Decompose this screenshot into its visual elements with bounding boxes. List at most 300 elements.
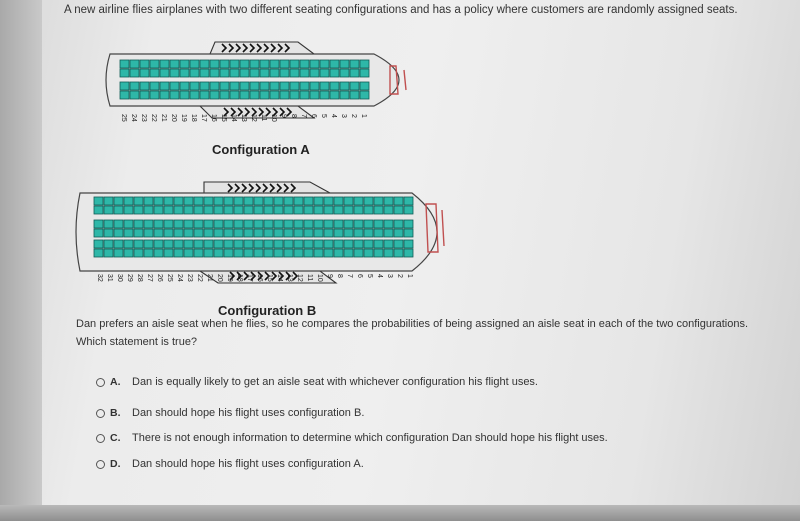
plane-config-b: [70, 180, 470, 290]
seat: [290, 60, 299, 68]
seat: [384, 229, 393, 237]
seat: [124, 197, 133, 205]
seat: [350, 91, 359, 99]
seat: [144, 240, 153, 248]
seat: [340, 60, 349, 68]
row-number-label: 28: [136, 274, 143, 282]
seat: [354, 206, 363, 214]
seat: [180, 60, 189, 68]
seat: [200, 60, 209, 68]
seat: [260, 91, 269, 99]
seat: [104, 220, 113, 228]
seat: [260, 82, 269, 90]
seat: [200, 69, 209, 77]
seat: [334, 206, 343, 214]
seat: [244, 220, 253, 228]
seat: [344, 229, 353, 237]
seat: [94, 240, 103, 248]
seat: [284, 240, 293, 248]
seat: [284, 220, 293, 228]
option-letter: D.: [110, 458, 121, 470]
seat: [120, 69, 129, 77]
seat: [144, 229, 153, 237]
seat: [220, 69, 229, 77]
seat: [244, 240, 253, 248]
seat: [140, 69, 149, 77]
seat: [354, 249, 363, 257]
seat: [154, 220, 163, 228]
seat: [254, 229, 263, 237]
seat: [340, 91, 349, 99]
seat: [174, 229, 183, 237]
row-number-label: 1: [360, 114, 367, 118]
seat: [250, 69, 259, 77]
row-number-label: 8: [336, 274, 343, 278]
seat: [304, 249, 313, 257]
seat: [114, 240, 123, 248]
seat: [264, 220, 273, 228]
seat: [234, 229, 243, 237]
row-number-label: 29: [126, 274, 133, 282]
seat: [324, 197, 333, 205]
seat: [130, 69, 139, 77]
seat: [320, 82, 329, 90]
seat: [170, 60, 179, 68]
config-b-label: Configuration B: [218, 303, 317, 318]
row-number-label: 6: [310, 114, 317, 118]
seat: [364, 240, 373, 248]
seat: [204, 249, 213, 257]
row-number-label: 20: [216, 274, 223, 282]
seat: [210, 60, 219, 68]
row-number-label: 14: [276, 274, 283, 282]
seat: [224, 206, 233, 214]
row-number-label: 26: [156, 274, 163, 282]
prompt-line-2: Which statement is true?: [76, 336, 198, 348]
seat: [154, 229, 163, 237]
seat: [310, 69, 319, 77]
seat: [330, 91, 339, 99]
seat: [260, 69, 269, 77]
row-number-label: 27: [146, 274, 153, 282]
seat: [180, 69, 189, 77]
seat: [184, 197, 193, 205]
seat: [330, 60, 339, 68]
row-number-label: 21: [160, 114, 167, 122]
seat: [184, 229, 193, 237]
seat: [174, 220, 183, 228]
seat: [304, 197, 313, 205]
seat: [200, 82, 209, 90]
seat: [234, 249, 243, 257]
row-number-label: 11: [306, 274, 313, 282]
radio-button-icon[interactable]: [96, 409, 105, 418]
seat: [130, 91, 139, 99]
seat: [344, 206, 353, 214]
bottom-bar: [0, 505, 800, 521]
plane-a-diagram: [100, 40, 430, 140]
seat: [150, 82, 159, 90]
seat: [130, 60, 139, 68]
seat: [364, 249, 373, 257]
seat: [154, 240, 163, 248]
seat: [260, 60, 269, 68]
seat: [224, 197, 233, 205]
option-letter: A.: [110, 376, 121, 388]
seat: [194, 249, 203, 257]
row-number-label: 18: [190, 114, 197, 122]
seat: [244, 206, 253, 214]
seat: [204, 206, 213, 214]
seat: [144, 220, 153, 228]
seat: [254, 240, 263, 248]
seat: [114, 249, 123, 257]
seat: [294, 197, 303, 205]
seat: [394, 229, 403, 237]
seat: [404, 197, 413, 205]
seat: [170, 69, 179, 77]
seat: [190, 69, 199, 77]
seat: [134, 249, 143, 257]
seat: [120, 60, 129, 68]
seat: [334, 249, 343, 257]
seat: [124, 206, 133, 214]
row-number-label: 20: [170, 114, 177, 122]
seat: [184, 240, 193, 248]
seat: [104, 206, 113, 214]
seat: [114, 197, 123, 205]
seat: [300, 91, 309, 99]
seat: [134, 197, 143, 205]
seat: [350, 69, 359, 77]
seat: [374, 220, 383, 228]
row-number-label: 24: [176, 274, 183, 282]
seat: [360, 69, 369, 77]
seat: [104, 197, 113, 205]
row-number-label: 10: [316, 274, 323, 282]
seat: [320, 69, 329, 77]
seat: [280, 91, 289, 99]
seat: [194, 220, 203, 228]
seat: [304, 220, 313, 228]
seat: [290, 91, 299, 99]
seat: [174, 206, 183, 214]
seat: [164, 206, 173, 214]
row-number-label: 16: [256, 274, 263, 282]
seat: [210, 82, 219, 90]
seat: [94, 197, 103, 205]
seat: [204, 240, 213, 248]
row-number-label: 9: [326, 274, 333, 278]
seat: [150, 69, 159, 77]
seat: [270, 60, 279, 68]
seat: [344, 240, 353, 248]
seat: [160, 69, 169, 77]
seat: [304, 240, 313, 248]
seat: [310, 82, 319, 90]
seat: [164, 249, 173, 257]
seat: [394, 220, 403, 228]
seat: [324, 220, 333, 228]
seat: [284, 249, 293, 257]
row-number-label: 1: [406, 274, 413, 278]
seat: [294, 206, 303, 214]
seat: [404, 220, 413, 228]
seat: [174, 249, 183, 257]
row-number-label: 15: [266, 274, 273, 282]
config-a-label: Configuration A: [212, 142, 310, 157]
seat: [224, 249, 233, 257]
seat: [404, 229, 413, 237]
seat: [254, 249, 263, 257]
option-c[interactable]: [96, 432, 608, 444]
seat: [160, 60, 169, 68]
row-number-label: 15: [220, 114, 227, 122]
seat: [190, 91, 199, 99]
row-number-label: 13: [240, 114, 247, 122]
seat: [310, 91, 319, 99]
seat: [224, 220, 233, 228]
row-number-label: 31: [106, 274, 113, 282]
seat: [350, 60, 359, 68]
row-number-label: 19: [226, 274, 233, 282]
seat: [320, 91, 329, 99]
seat: [164, 220, 173, 228]
seat: [374, 229, 383, 237]
seat: [220, 82, 229, 90]
seat: [224, 229, 233, 237]
row-number-label: 24: [130, 114, 137, 122]
seat: [290, 82, 299, 90]
seat: [234, 220, 243, 228]
seat: [384, 249, 393, 257]
row-number-label: 13: [286, 274, 293, 282]
option-text: Dan should hope his flight uses configuration B.: [132, 407, 365, 419]
seat: [180, 82, 189, 90]
seat: [244, 229, 253, 237]
row-number-label: 10: [270, 114, 277, 122]
seat: [354, 197, 363, 205]
seat: [324, 249, 333, 257]
seat: [294, 240, 303, 248]
seat: [144, 197, 153, 205]
seat: [240, 82, 249, 90]
radio-button-icon[interactable]: [96, 460, 105, 469]
seat: [204, 220, 213, 228]
seat: [184, 206, 193, 214]
seat: [234, 240, 243, 248]
seat: [330, 69, 339, 77]
seat: [384, 240, 393, 248]
seat: [184, 220, 193, 228]
seat: [250, 82, 259, 90]
seat: [394, 206, 403, 214]
seat: [144, 249, 153, 257]
seat: [210, 91, 219, 99]
plane-b-diagram: [70, 180, 470, 290]
row-number-label: 22: [196, 274, 203, 282]
seat: [244, 197, 253, 205]
seat: [394, 240, 403, 248]
seat: [124, 220, 133, 228]
seat: [324, 206, 333, 214]
seat: [200, 91, 209, 99]
seat: [404, 206, 413, 214]
seat: [314, 197, 323, 205]
seat: [194, 240, 203, 248]
seat: [124, 229, 133, 237]
row-number-label: 7: [300, 114, 307, 118]
seat: [320, 60, 329, 68]
seat: [204, 197, 213, 205]
seat: [114, 220, 123, 228]
seat: [314, 229, 323, 237]
seat: [150, 91, 159, 99]
seat: [204, 229, 213, 237]
row-number-label: 14: [230, 114, 237, 122]
seat: [174, 240, 183, 248]
seat: [324, 240, 333, 248]
seat: [330, 82, 339, 90]
seat: [284, 229, 293, 237]
radio-button-icon[interactable]: [96, 434, 105, 443]
seat: [344, 249, 353, 257]
row-number-label: 17: [246, 274, 253, 282]
seat: [340, 82, 349, 90]
row-number-label: 32: [96, 274, 103, 282]
prompt-line-1: Dan prefers an aisle seat when he flies, so he compares the probabilities of being assigned an aisle seat in each of the two configurations.: [76, 318, 749, 330]
seat: [124, 249, 133, 257]
seat: [174, 197, 183, 205]
seat: [404, 249, 413, 257]
seat: [324, 229, 333, 237]
seat: [294, 220, 303, 228]
row-number-label: 11: [260, 114, 267, 122]
seat: [234, 197, 243, 205]
seat: [230, 91, 239, 99]
option-d[interactable]: [96, 458, 364, 470]
seat: [254, 220, 263, 228]
seat: [220, 60, 229, 68]
seat: [264, 206, 273, 214]
row-number-label: 19: [180, 114, 187, 122]
seat: [314, 240, 323, 248]
row-number-label: 9: [280, 114, 287, 118]
seat: [384, 197, 393, 205]
seat: [164, 240, 173, 248]
seat: [334, 240, 343, 248]
seat: [190, 82, 199, 90]
row-number-label: 4: [330, 114, 337, 118]
seat: [300, 82, 309, 90]
seat: [184, 249, 193, 257]
seat: [144, 206, 153, 214]
seat: [220, 91, 229, 99]
seat: [160, 82, 169, 90]
seat: [364, 197, 373, 205]
row-number-label: 2: [350, 114, 357, 118]
option-letter: B.: [110, 407, 121, 419]
seat: [394, 249, 403, 257]
seat: [274, 240, 283, 248]
seat: [194, 206, 203, 214]
option-a[interactable]: [96, 376, 538, 388]
question-text: A new airline flies airplanes with two different seating configurations and has a policy where customers are randomly assigned seats.: [64, 4, 738, 16]
plane-config-a: [100, 40, 430, 140]
seat: [150, 60, 159, 68]
seat: [284, 197, 293, 205]
seat: [230, 82, 239, 90]
seat: [250, 91, 259, 99]
seat: [274, 249, 283, 257]
seat: [230, 69, 239, 77]
seat: [280, 69, 289, 77]
row-number-label: 17: [200, 114, 207, 122]
option-letter: C.: [110, 432, 121, 444]
seat: [140, 60, 149, 68]
option-b[interactable]: [96, 407, 364, 419]
seat: [334, 220, 343, 228]
seat: [170, 82, 179, 90]
seat: [280, 60, 289, 68]
seat: [140, 82, 149, 90]
seat: [134, 229, 143, 237]
seat: [294, 229, 303, 237]
seat: [134, 206, 143, 214]
seat: [214, 240, 223, 248]
seat: [130, 82, 139, 90]
seat: [264, 229, 273, 237]
seat: [140, 91, 149, 99]
seat: [290, 69, 299, 77]
seat: [250, 60, 259, 68]
seat: [240, 60, 249, 68]
seat: [274, 197, 283, 205]
seat: [194, 197, 203, 205]
seat: [270, 82, 279, 90]
seat: [210, 69, 219, 77]
seat: [264, 240, 273, 248]
row-number-label: 7: [346, 274, 353, 278]
row-number-label: 4: [376, 274, 383, 278]
seat: [354, 229, 363, 237]
seat: [104, 249, 113, 257]
row-number-label: 12: [296, 274, 303, 282]
seat: [374, 206, 383, 214]
seat: [104, 240, 113, 248]
seat: [360, 60, 369, 68]
row-number-label: 2: [396, 274, 403, 278]
row-number-label: 12: [250, 114, 257, 122]
seat: [244, 249, 253, 257]
seat: [300, 69, 309, 77]
seat: [214, 229, 223, 237]
seat: [294, 249, 303, 257]
seat: [364, 220, 373, 228]
row-number-label: 25: [120, 114, 127, 122]
seat: [274, 229, 283, 237]
radio-button-icon[interactable]: [96, 378, 105, 387]
seat: [404, 240, 413, 248]
seat: [364, 229, 373, 237]
row-number-label: 3: [386, 274, 393, 278]
option-text: Dan is equally likely to get an aisle seat with whichever configuration his flight uses.: [132, 376, 538, 388]
seat: [214, 206, 223, 214]
seat: [120, 82, 129, 90]
seat: [120, 91, 129, 99]
seat: [360, 82, 369, 90]
seat: [214, 249, 223, 257]
